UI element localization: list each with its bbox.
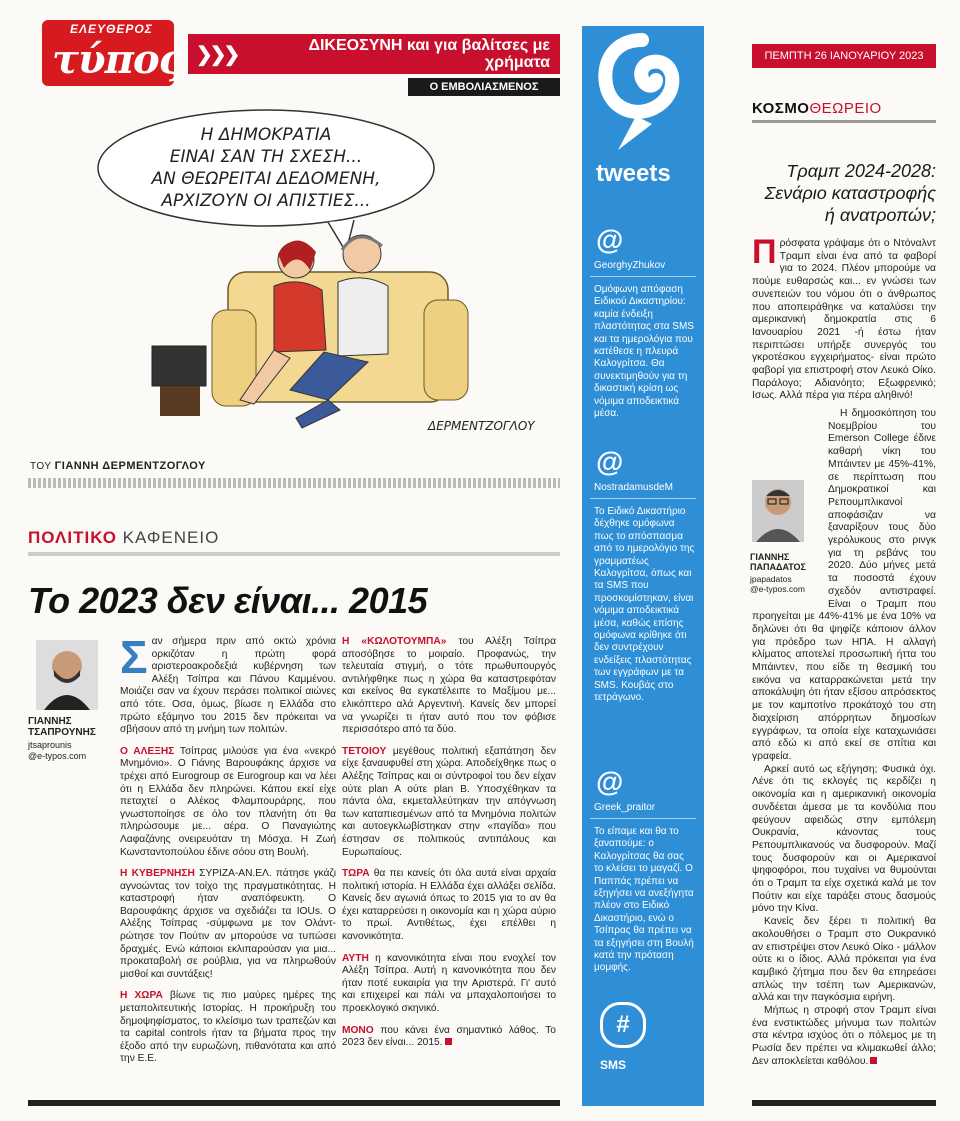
paragraph-8: η κανονικότητα είναι που ενοχλεί τον Αλέξη Τσίπρα. Αυτή η κανονικότητα που δεν ήταν ποτέ ευκαιρία για την Αριστερά. Γι' αυτό και επιχειρεί και πάλι να μπαχαλοποιήσει το προεκλογικό σκηνικό. — [342, 952, 556, 1015]
author-contact — [28, 740, 110, 762]
at-icon: @ — [596, 446, 624, 477]
newspaper-logo — [42, 20, 182, 86]
paragraph-5: του Αλέξη Τσίπρα αποσόβησε το μοιραίο. Προφανώς, την τελευταία στιγμή, ο τότε πρωθυπουργός αντιλήφθηκε πως η χώρα θα καταστρεφόταν και εκείνος θα εγκατέλειπε το Μαξίμου με... ελικόπτερο αλά Αργεντινή. Κανείς δεν μπορεί να γνωρίζει τι ήταν αυτό που τον φόβισε περισσότερο από τα δύο. — [342, 636, 556, 736]
paragraph-7: θα πει κανείς ότι όλα αυτά είναι αρχαία πολιτική ιστορία. Η Ελλάδα έχει αλλάξει σελίδα. Κανείς δεν αγωνιά όπως το 2015 για το αν θα έχει καταρρεύσει η οικονομία και η χώρα αύριο το πρωί. Αντιθέτως, έχει επέλθει η κανονικότητα. — [342, 868, 557, 943]
right-author-email: @e-typos.com — [750, 584, 805, 594]
right-section-b: ΘΕΩΡΕΙΟ — [809, 100, 882, 117]
tweet-divider — [590, 818, 696, 819]
tweet-handle-3: Greek_praitor — [594, 802, 656, 813]
logo-main: τύπος — [52, 36, 182, 83]
right-author-name: ΓΙΑΝΝΗΣ ΠΑΠΑΔΑΤΟΣ — [750, 552, 806, 572]
section-label-a: ΠΟΛΙΤΙΚΟ — [28, 528, 117, 547]
article-title: Το 2023 δεν είναι... 2015 — [28, 580, 428, 621]
tweet-text-2: Το Ειδικό Δικαστήριο δέχθηκε ομόφωνα πως το απόσπασμα από το ημερολόγιο της γραμματέως Καλογρίτσα, όπως και τα SMS που προσκομίστηκαν, είναι νόμιμα αποδεικτικά μέσα, καθώς επίσης ομόφωνα κρίθηκε ότι δεν συντρέχουν ενδείξεις πλαστότητας των εγγράφων με τα SMS. Κουβάς στο τετράγωνο. — [594, 506, 695, 704]
tweet-handle-2: NostradamusdeM — [594, 482, 673, 493]
section-label-b: ΚΑΦΕΝΕΙΟ — [122, 528, 220, 547]
headline-text: ΔΙΚΕΟΣΥΝΗ και για βαλίτσες με χρήματα — [308, 37, 550, 71]
credit-name: ΓΙΑΝΝΗ ΔΕΡΜΕΝΤΖΟΓΛΟΥ — [54, 460, 206, 472]
author-email: @e-typos.com — [28, 751, 87, 761]
cartoon-title: Ο ΕΜΒΟΛΙΑΣΜΕΝΟΣ — [408, 78, 560, 96]
television — [152, 346, 206, 386]
tweet-divider — [590, 498, 696, 499]
bottom-rule — [28, 1100, 560, 1106]
cartoon-signature: ΔΕΡΜΕΝΤΖΟΓΛΟΥ — [428, 419, 535, 433]
right-drop-cap: Π — [752, 233, 777, 271]
author-name: ΓΙΑΝΝΗΣ ΤΣΑΠΡΟΥΝΗΣ — [28, 716, 96, 738]
author-handle: jtsaprounis — [28, 740, 72, 750]
author-avatar — [36, 640, 98, 710]
right-paragraph-1: ρόσφατα γράψαμε ότι ο Ντόναλντ Τραμπ είναι ένα από τα φαβορί για το 2024. Πλέον μπορούμε να πούμε ευθαρσώς και... εν γνώσει των συνεπειών του νόμου ότι ο άνθρωπος που αποπειράθηκε να καταλύσει την αμερικανική δημοκρατία στις 6 Ιανουαρίου 2021 -ή έστω ήταν περιπτώσει υπήρξε συνεργός του γκροτέσκου εγχειρήματος- είναι πρώτο φαβορί για επιστροφή στον Λευκό Οίκο. Παράλογο; Αδιανόητο; Εξωφρενικό; Ισως. Αλλά πέρα για πέρα αληθινό! — [752, 238, 936, 402]
tweet-handle-1: GeorghyZhukov — [594, 260, 666, 271]
separator — [28, 478, 560, 488]
sms-label: SMS — [600, 1058, 627, 1072]
avatar-spacer — [752, 408, 828, 608]
tweet-bird-icon — [596, 32, 690, 162]
lead-8: ΑΥΤΗ — [342, 952, 369, 964]
paragraph-6: μεγέθους πολιτική εξαπάτηση δεν είχε ξαναυφυθεί στη χώρα. Αποδείχθηκε πως ο Αλέξης Τσίπρας και οι σύντροφοί του δεν είχαν ούτε plan A ούτε plan B. Υποσχέθηκαν τα πάντα όλα, εκμεταλλεύτηκαν την απόγνωση των καταπιεσμένων από τα Μνημόνια πολιτών και αυτοεγκλωβίστηκαν στην «παγίδα» που έστησαν σε πολιτικούς αντιπάλους και Ευρωπαίους. — [342, 745, 556, 858]
right-paragraph-5: Μήπως η στροφή στον Τραμπ είναι ένα ενστικτώδες μήνυμα των πολιτών στα κέντρα ισχύος ότι ο πόλεμος με τη Ρωσία δεν πρέπει να κλιμακωθεί άλλο; Δεν αποκλείεται καθόλου. — [752, 1005, 936, 1067]
right-paragraph-3: Αρκεί αυτό ως εξήγηση; Φυσικά όχι. Λένε ότι τις εκλογές τις κερδίζει η οικονομία και η αμερικανική οικονομία συνδέεται άμεσα με τα κονδύλια που φεύγουν αφειδώς στην εμπόλεμη Ουκρανία, κάνοντας τους Ρεπουμπλικανούς να δυσφορούν. Μαζί τους δυσφορούν και οι Αμερικανοί ψηφοφόροι, που τυχαίνει να θυμούνται ότι ο Τραμπ τα είχε σχετικά καλά με τον Πούτιν και είχε ταράξει στους δασμούς μόνο την Κίνα. — [752, 763, 936, 915]
tweet-text-3: Το είπαμε και θα το ξαναπούμε: ο Καλογρίτσας θα σας το κλείσει το μαγαζί. Ο Παππάς πρέπει να εξηγήσει να ανεξήγητα πλέον στο Ειδικό Δικαστήριο, ενώ ο Τσίπρας θα πρέπει να τα εξηγήσει στη Βουλή κατά την πρόταση μομφής. — [594, 826, 694, 974]
lead-6: ΤΕΤΟΙΟΥ — [342, 745, 387, 757]
headline-bar — [188, 34, 560, 74]
paragraph-2: Τσίπρας μιλούσε για ένα «νεκρό Μνημόνιο». Ο Γιάνης Βαρουφάκης άρχισε να τρέχει από Eurogroup σε Eurogroup και να λέει ότι η Ελλάδα δεν πληρώνει. Κάπου εκεί είχε πεταχτεί ο Αλέκος Φλαμπουράρης, που γνωστοποίησε σε όλο τον πλανήτη ότι θα πληρώσουμε με... αέρα. Ο Παναγιώτης Λαφαζάνης ονειρευόταν τη Μόσχα. Η Ζωή Κωνσταντοπούλου έδινε σόου στη Βουλή. — [120, 745, 336, 858]
tweets-column — [582, 26, 704, 1106]
lead-4: Η ΧΩΡΑ — [120, 990, 163, 1002]
cartoon-credit — [30, 460, 206, 472]
at-icon: @ — [596, 766, 624, 797]
right-article-body — [752, 408, 936, 1069]
tweet-text-1: Ομόφωνη απόφαση Ειδικού Δικαστηρίου: καμία ένδειξη πλαστότητας στα SMS και τα ημερολόγια που κατέθεσε η πλευρά Καλογρίτσα. Θα συνεκτιμηθούν για τη δικαστική κρίση ως νόμιμα αποδεικτικά μέσα. — [594, 284, 694, 420]
chevrons-icon: ❯❯❯ — [196, 44, 238, 66]
right-paragraph-4: Κανείς δεν ξέρει τι πολιτική θα ακολουθήσει ο Τραμπ στο Ουκρανικό αν επιστρέψει στον Λευκό Οίκο - μάλλον ούτε κι ο ίδιος. Αλλά πρόκειται για ένα καμβικό ζήτημα που δεν θα επηρεάσει απλώς την τσέπη των Αμερικανών, αλλά και την παγκόσμια ειρήνη. — [752, 916, 936, 1004]
lead-3: Η ΚΥΒΕΡΝΗΣΗ — [120, 868, 195, 880]
paragraph-3: ΣΥΡΙΖΑ-ΑΝ.ΕΛ. πάτησε γκάζι αγνοώντας τον τοίχο της πραγματικότητας. Η καταστροφή ήταν αναπόφευκτη. Ο Βαρουφάκης άρχισε να σχεδιάζει τα IOUs. Ο Αλέξης Τσίπρας -σύμφωνα με τον Ολάντ- ρώτησε τον Πούτιν αν μπορούσε να τυπώσει δραχμές. Ενώ κάποιοι εκλιπαρούσαν για μια... προκαταβολή σε ρούβλια, για να πληρωθούν μισθοί και συντάξεις! — [120, 868, 336, 980]
right-bottom-rule — [752, 1100, 936, 1106]
speech-line-3: ΑΝ ΘΕΩΡΕΙΤΑΙ ΔΕΔΟΜΕΝΗ, — [151, 169, 381, 189]
article-column-2 — [342, 636, 556, 1059]
right-section-a: ΚΟΣΜΟ — [752, 100, 810, 117]
right-paragraph-2: Η δημοσκόπηση του Νοεμβρίου του Emerson College έδινε καθαρή νίκη του Μπάιντεν με 45%-41%, σε περίπτωση που Δημοκρατικοί και Ρεπουμπλικανοί αποφάσιζαν να ξαναρίξουν τους δύο γερόλυκους στο ρινγκ για τη ρεβάνς του 2020. Δύο μήνες μετά τα ποσοστά έχουν σχεδόν αντιστραφεί. Είναι ο Τραμπ που προηγείται με 44%-41% με ένα 10% να δηλώνει ότι θα ψηφίζε κάποιον άλλον για πρόεδρο των ΗΠΑ. Η αλλαγή κλίματος αποτελεί προσωπική ήττα του Μπάιντεν, που είδε τη θεσμική του εικόνα να καταρρακώνεται μετά την αποκάλυψη ότι ήταν εξίσου απρόσεκτος με τον καμποτίνο προκάτοχό του στη διαχείριση απόρρητων δημοσίων εγγράφων, τα οποία είχε καταχωνιάσει από εδώ κι από εκεί σε σπίτια και γραφεία. — [752, 408, 936, 762]
right-end-mark — [870, 1057, 877, 1064]
speech-line-4: ΑΡΧΙΖΟΥΝ ΟΙ ΑΠΙΣΤΙΕΣ... — [161, 191, 371, 211]
right-section-divider — [752, 120, 936, 123]
speech-line-1: Η ΔΗΜΟΚΡΑΤΙΑ — [200, 125, 332, 145]
tweets-logo: tweets — [596, 160, 671, 187]
paragraph-9: που κάνει ένα σημαντικό λάθος. Το 2023 δεν είναι... 2015. — [342, 1024, 556, 1049]
speech-line-2: ΕΙΝΑΙ ΣΑΝ ΤΗ ΣΧΕΣΗ... — [169, 147, 363, 167]
logo-pre: ΕΛΕΥΘΕΡΟΣ — [70, 22, 153, 36]
cartoon-illustration — [28, 100, 560, 456]
lead-7: ΤΩΡΑ — [342, 868, 370, 880]
tweet-divider — [590, 276, 696, 277]
end-mark — [445, 1038, 452, 1045]
lead-9: ΜΟΝΟ — [342, 1024, 374, 1036]
paragraph-1: αν σήμερα πριν από οκτώ χρόνια ορκιζόταν η πρώτη φορά αριστεροακροδεξιά κυβέρνηση των Αλέξη Τσίπρα και Πάνου Καμμένου. Μοιάζει σαν να έχουν περάσει πολιτικοί αιώνες από τότε. Οσα, όμως, βίωσε η Ελλάδα στο πρώτο εξάμηνο του 2015 δεν πρόκειται να σβήσουν από τη μνήμη των πολιτών. — [120, 636, 336, 736]
right-article-top — [752, 233, 936, 403]
right-author-handle: jpapadatos — [750, 574, 792, 584]
paragraph-4: βίωνε τις πιο μαύρες ημέρες της μεταπολιτευτικής Ιστορίας. Η προκήρυξη του δημοψηφίσματος, το κλείσιμο των τραπεζών και τα capital controls ήταν τα βήματα προς την έξοδο από την ευρωζώνη, πιθανότατα και από την Ε.Ε. — [120, 990, 336, 1065]
credit-prefix: ΤΟΥ — [30, 461, 52, 472]
at-icon: @ — [596, 224, 624, 255]
lead-2: Ο ΑΛΕΞΗΣ — [120, 745, 175, 757]
right-article-title: Τραμπ 2024-2028: Σενάριο καταστροφής ή ανατροπών; — [764, 161, 936, 225]
hash-icon: # — [600, 1002, 646, 1048]
section-label — [28, 528, 219, 548]
issue-date: ΠΕΜΠΤΗ 26 ΙΑΝΟΥΑΡΙΟΥ 2023 — [752, 44, 936, 68]
lead-5: Η «ΚΩΛΟΤΟΥΜΠΑ» — [342, 636, 447, 647]
right-section-label — [752, 100, 882, 117]
section-divider — [28, 552, 560, 556]
article-column-1 — [120, 631, 336, 1075]
drop-cap: Σ — [120, 631, 148, 683]
